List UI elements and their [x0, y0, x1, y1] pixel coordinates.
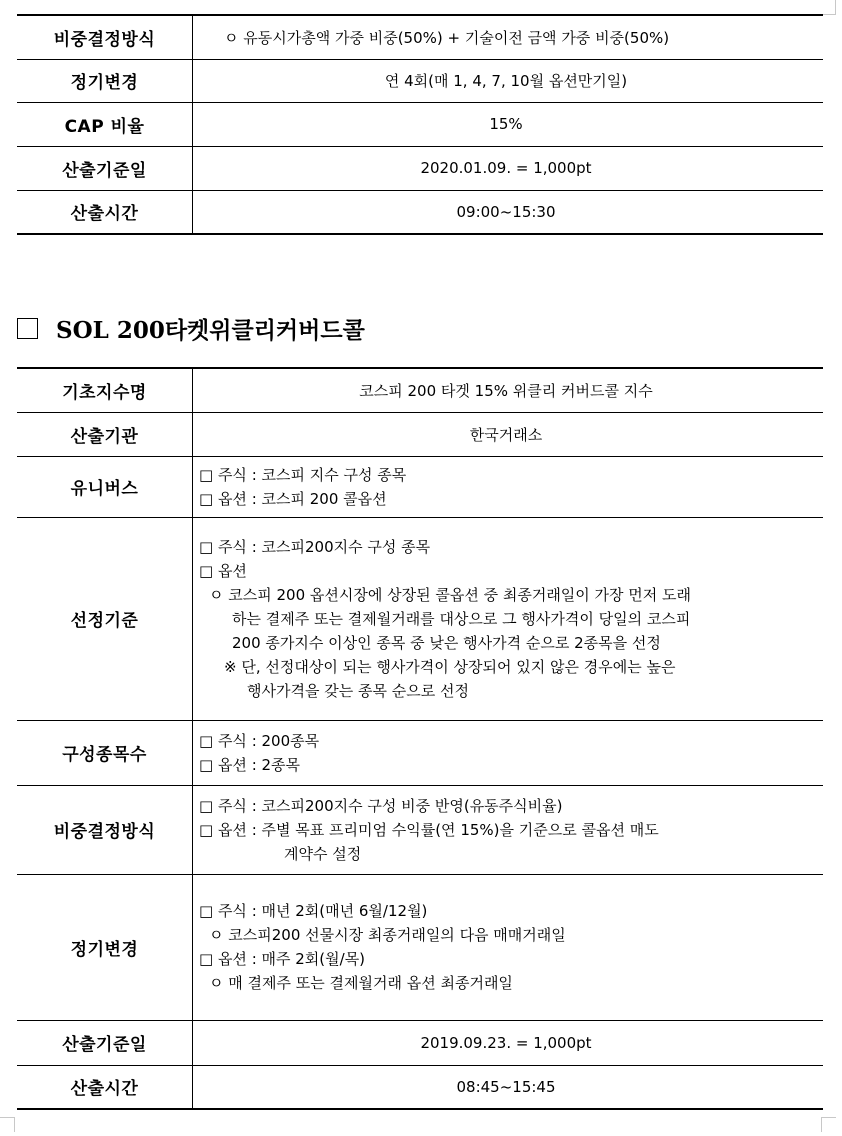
checkbox-square-icon	[17, 318, 38, 339]
table-row	[17, 146, 823, 190]
row-value: 한국거래소	[193, 412, 824, 456]
list-item: □ 옵션	[199, 561, 247, 580]
row-value: ㅇ 유동시가총액 가중 비중(50%) + 기술이전 금액 가중 비중(50%)	[193, 15, 824, 59]
table-row	[17, 1065, 823, 1109]
row-header: CAP 비율	[17, 102, 193, 146]
page-corner-mark	[821, 0, 836, 15]
row-header: 비중결정방식	[17, 15, 193, 59]
list-item: ㅇ 코스피200 선물시장 최종거래일의 다음 매매거래일	[209, 926, 566, 944]
row-value: 08:45~15:45	[193, 1065, 824, 1109]
list-item: □ 주식 : 코스피200지수 구성 종목	[199, 537, 431, 556]
row-header: 산출시간	[17, 1065, 193, 1109]
table-row	[17, 517, 823, 720]
list-item: □ 주식 : 코스피 지수 구성 종목	[199, 465, 407, 484]
row-value: 연 4회(매 1, 4, 7, 10월 옵션만기일)	[193, 59, 824, 102]
row-header: 산출시간	[17, 190, 193, 234]
index-methodology-table-2	[17, 367, 823, 1110]
table-row	[17, 720, 823, 785]
row-header: 구성종목수	[17, 720, 193, 785]
row-value	[193, 720, 824, 785]
index-methodology-table-1	[17, 14, 823, 235]
row-value: 2019.09.23. = 1,000pt	[193, 1020, 824, 1065]
table-row	[17, 1020, 823, 1065]
list-item: □ 주식 : 매년 2회(매년 6월/12월)	[199, 902, 428, 920]
table-row	[17, 15, 823, 59]
row-value: 2020.01.09. = 1,000pt	[193, 146, 824, 190]
list-item: ㅇ 코스피 200 옵션시장에 상장된 콜옵션 중 최종거래일이 가장 먼저 도래	[209, 585, 692, 604]
table-row	[17, 785, 823, 874]
row-value	[193, 517, 824, 720]
row-header: 기초지수명	[17, 368, 193, 412]
list-item: □ 주식 : 코스피200지수 구성 비중 반영(유동주식비율)	[199, 796, 563, 815]
row-header: 비중결정방식	[17, 785, 193, 874]
row-value	[193, 874, 824, 1020]
row-header: 유니버스	[17, 456, 193, 517]
list-item: □ 옵션 : 코스피 200 콜옵션	[199, 489, 387, 508]
section-heading	[17, 312, 365, 345]
list-item: ※ 단, 선정대상이 되는 행사가격이 상장되어 있지 않은 경우에는 높은	[224, 657, 676, 676]
table-row	[17, 102, 823, 146]
table-row	[17, 368, 823, 412]
row-value	[193, 456, 824, 517]
list-item: 계약수 설정	[284, 844, 362, 863]
list-item: □ 옵션 : 주별 목표 프리미엄 수익률(연 15%)을 기준으로 콜옵션 매도	[199, 820, 659, 839]
table-row	[17, 59, 823, 102]
page-corner-mark	[821, 1117, 836, 1132]
row-value: 코스피 200 타겟 15% 위클리 커버드콜 지수	[193, 368, 824, 412]
list-item: 행사가격을 갖는 종목 순으로 선정	[247, 681, 469, 700]
table-row	[17, 874, 823, 1020]
list-item: □ 주식 : 200종목	[199, 731, 320, 750]
table-row	[17, 190, 823, 234]
list-item: 하는 결제주 또는 결제월거래를 대상으로 그 행사가격이 당일의 코스피	[232, 609, 691, 628]
page-corner-mark	[0, 1117, 15, 1132]
list-item: □ 옵션 : 2종목	[199, 755, 301, 774]
row-header: 선정기준	[17, 517, 193, 720]
row-value: 15%	[193, 102, 824, 146]
section-title: SOL 200타켓위클리커버드콜	[56, 317, 365, 344]
row-header: 산출기준일	[17, 1020, 193, 1065]
row-header: 산출기준일	[17, 146, 193, 190]
row-value	[193, 785, 824, 874]
row-header: 정기변경	[17, 874, 193, 1020]
list-item: □ 옵션 : 매주 2회(월/목)	[199, 950, 366, 968]
row-value: 09:00~15:30	[193, 190, 824, 234]
list-item: ㅇ 매 결제주 또는 결제월거래 옵션 최종거래일	[209, 974, 513, 992]
row-header: 정기변경	[17, 59, 193, 102]
row-header: 산출기관	[17, 412, 193, 456]
table-row	[17, 456, 823, 517]
list-item: 200 종가지수 이상인 종목 중 낮은 행사가격 순으로 2종목을 선정	[232, 633, 661, 652]
table-row	[17, 412, 823, 456]
